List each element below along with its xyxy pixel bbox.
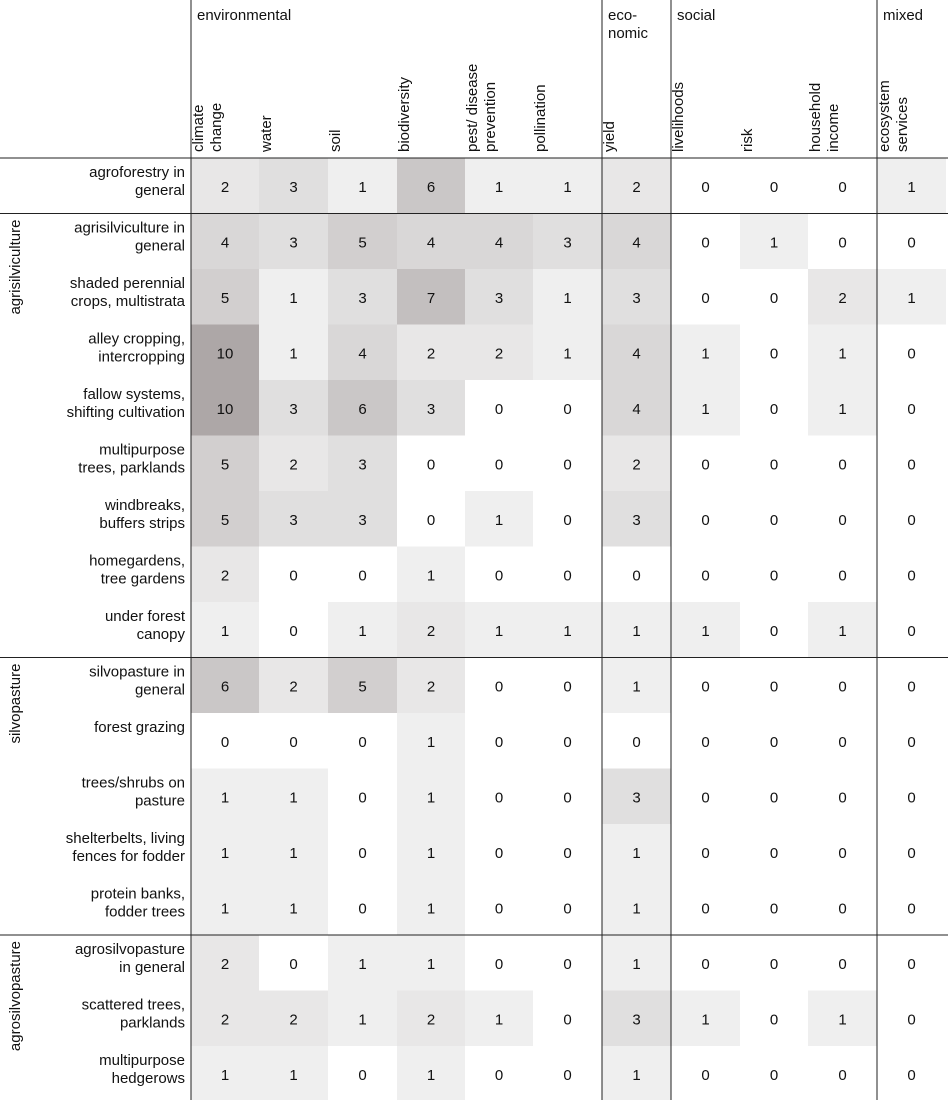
cell-value-label: 1 (563, 289, 572, 307)
cell-value-label: 0 (907, 733, 916, 751)
cell-value-label: 0 (358, 900, 367, 918)
cell-value-label: 4 (426, 234, 436, 252)
svg-text:income: income (825, 103, 842, 152)
cell-value-label: 0 (632, 733, 641, 751)
cell-value-label: 0 (563, 733, 572, 751)
cell-value-label: 3 (358, 289, 367, 307)
cell-value-label: 1 (769, 234, 779, 252)
cell-value-label: 0 (701, 955, 710, 973)
svg-text:services: services (894, 96, 911, 152)
cell-value-label: 0 (701, 789, 710, 807)
svg-text:household: household (807, 82, 824, 152)
cell-value-label: 4 (220, 234, 230, 252)
cell-value-label: 0 (769, 178, 779, 196)
cell-value-label: 1 (632, 1066, 641, 1084)
cell-value-label: 1 (632, 678, 641, 696)
cell-value-label: 1 (358, 622, 367, 640)
cell-value-label: 3 (358, 456, 367, 474)
row-label-agroforestry-in-general: agroforestry in general (89, 164, 185, 199)
column-group-label-environmental: environmental (197, 7, 292, 24)
cell-value-label: 1 (426, 955, 436, 973)
cell-value-label: 0 (769, 511, 779, 529)
svg-text:ecosystem: ecosystem (876, 80, 893, 152)
row-label-multipurpose-hedgerows: multipurpose hedgerows (99, 1052, 185, 1087)
cell-value-label: 2 (220, 1011, 230, 1029)
row-label-multipurpose-trees-parklands: multipurpose trees, parklands (78, 441, 185, 477)
cell-value-label: 0 (769, 955, 779, 973)
cell-value-label: 0 (563, 1011, 572, 1029)
cell-value-label: 2 (426, 1011, 436, 1029)
row-label-agrisilviculture-in-general: agrisilviculture in general (74, 219, 185, 255)
cell-value-label: 2 (632, 178, 641, 196)
cell-value-label: 1 (289, 900, 298, 918)
row-group-label-agrisilviculture: agrisilviculture (7, 219, 24, 315)
row-label-protein-banks-fodder-trees: protein banks, fodder trees (90, 885, 185, 921)
column-label-ecosystem-services (876, 80, 911, 152)
cell-value-label: 4 (632, 345, 641, 363)
cell-value-label: 1 (494, 511, 504, 529)
column-label-yield (601, 121, 618, 152)
column-label-biodiversity (396, 76, 413, 152)
cell-value-label: 0 (358, 1066, 367, 1084)
row-label-forest-grazing: forest grazing (94, 719, 185, 736)
row-label-scattered-trees-parklands: scattered trees, parklands (81, 996, 185, 1032)
cell-value-label: 0 (769, 733, 779, 751)
cell-value-label: 1 (563, 178, 572, 196)
row-label-shelterbelts-living-fences-for-fodder: shelterbelts, living fences for fodder (65, 830, 185, 865)
cell-value-label: 0 (769, 1066, 779, 1084)
cell-value-label: 0 (907, 511, 916, 529)
cell-value-label: 0 (907, 345, 916, 363)
row-label-trees-shrubs-on-pasture: trees/shrubs on pasture (81, 774, 185, 810)
column-group-label-eco-nomic: eco-nomic (608, 7, 649, 42)
cell-value-label: 2 (494, 345, 504, 363)
cell-value-label: 0 (632, 567, 641, 585)
cell-value-label: 10 (216, 345, 234, 363)
cell-value-label: 0 (426, 511, 436, 529)
cell-value-label: 2 (289, 1011, 298, 1029)
cell-value-label: 0 (563, 678, 572, 696)
row-label-alley-cropping-intercropping: alley cropping, intercropping (88, 330, 185, 366)
cell-value-label: 0 (907, 844, 916, 862)
cell-value-label: 0 (563, 511, 572, 529)
cell-value-label: 0 (769, 678, 779, 696)
cell-value-label: 0 (563, 1066, 572, 1084)
cell-value-label: 1 (701, 622, 710, 640)
cell-value-label: 0 (701, 289, 710, 307)
column-label-risk (739, 128, 756, 152)
cell-value-label: 0 (563, 955, 572, 973)
cell-value-label: 0 (907, 678, 916, 696)
cell-value-label: 0 (701, 678, 710, 696)
column-label-pollination (532, 84, 549, 152)
cell-value-label: 0 (769, 844, 779, 862)
cell-value-label: 1 (838, 400, 847, 418)
cell-value-label: 2 (220, 178, 230, 196)
cell-value-label: 1 (220, 789, 230, 807)
svg-text:biodiversity: biodiversity (396, 76, 413, 152)
cell-value-label: 3 (632, 1011, 641, 1029)
column-label-livelihoods (670, 82, 687, 152)
cell-value-label: 2 (838, 289, 847, 307)
cell-value-label: 0 (769, 289, 779, 307)
cell-value-label: 0 (289, 622, 298, 640)
cell-value-label: 1 (907, 178, 916, 196)
row-group-label-agrosilvopasture: agrosilvopasture (7, 941, 24, 1052)
cell-value-label: 3 (632, 511, 641, 529)
cell-value-label: 0 (769, 789, 779, 807)
cell-value-label: 0 (701, 900, 710, 918)
cell-value-label: 0 (701, 844, 710, 862)
column-label-soil (327, 129, 344, 152)
cell-value-label: 4 (358, 345, 367, 363)
cell-value-label: 1 (838, 622, 847, 640)
cell-value-label: 0 (494, 1066, 504, 1084)
cell-value-label: 2 (289, 456, 298, 474)
cell-value-label: 1 (494, 622, 504, 640)
cell-value-label: 0 (907, 456, 916, 474)
cell-value-label: 1 (701, 345, 710, 363)
row-label-fallow-systems-shifting-cultivation: fallow systems, shifting cultivation (66, 386, 185, 421)
cell-value-label: 1 (358, 1011, 367, 1029)
cell-value-label: 0 (494, 900, 504, 918)
column-label-household-income (807, 83, 842, 152)
cell-value-label: 3 (289, 234, 298, 252)
row-label-homegardens-tree-gardens: homegardens, tree gardens (89, 552, 185, 588)
cell-value-label: 0 (838, 733, 847, 751)
cell-value-label: 5 (220, 289, 230, 307)
cell-value-label: 2 (220, 567, 230, 585)
column-group-label-mixed: mixed (883, 7, 924, 24)
cell-value-label: 0 (494, 955, 504, 973)
cell-value-label: 1 (426, 900, 436, 918)
cell-value-label: 0 (563, 456, 572, 474)
cell-value-label: 1 (220, 1066, 230, 1084)
cell-value-label: 0 (838, 511, 847, 529)
cell-value-label: 1 (289, 345, 298, 363)
cell-value-label: 0 (563, 567, 572, 585)
cell-value-label: 1 (426, 789, 436, 807)
cell-value-label: 4 (632, 234, 641, 252)
cell-value-label: 3 (289, 178, 298, 196)
cell-value-label: 1 (358, 178, 367, 196)
cell-value-label: 0 (494, 456, 504, 474)
cell-value-label: 0 (769, 345, 779, 363)
cell-value-label: 1 (838, 345, 847, 363)
row-label-silvopasture-in-general: silvopasture in general (89, 663, 185, 699)
cell-value-label: 2 (426, 622, 436, 640)
cell-value-label: 10 (216, 400, 234, 418)
cell-value-label: 0 (358, 733, 367, 751)
svg-text:livelihoods: livelihoods (670, 81, 687, 152)
cell-value-label: 0 (838, 900, 847, 918)
cell-value-label: 0 (838, 178, 847, 196)
cell-value-label: 4 (632, 400, 641, 418)
cell-value-label: 0 (494, 678, 504, 696)
cell-value-label: 2 (426, 678, 436, 696)
cell-value-label: 0 (220, 733, 230, 751)
column-label-pest-disease-prevention (464, 64, 499, 152)
cell-value-label: 1 (563, 345, 572, 363)
cell-value-label: 1 (701, 400, 710, 418)
cell-value-label: 3 (632, 789, 641, 807)
cell-value-label: 0 (701, 178, 710, 196)
cell-value-label: 5 (220, 511, 230, 529)
cell-value-label: 0 (494, 789, 504, 807)
cell-value-label: 1 (289, 844, 298, 862)
cell-value-label: 0 (289, 567, 298, 585)
column-label-water (258, 115, 275, 153)
cell-value-label: 0 (907, 234, 916, 252)
cell-value-label: 0 (769, 900, 779, 918)
cell-value-label: 0 (907, 400, 916, 418)
cell-value-label: 0 (701, 511, 710, 529)
svg-text:risk: risk (739, 128, 756, 152)
cell-value-label: 1 (907, 289, 916, 307)
cell-value-label: 0 (494, 400, 504, 418)
cell-value-label: 0 (907, 1066, 916, 1084)
svg-text:climate: climate (190, 104, 207, 152)
cell-value-label: 0 (563, 789, 572, 807)
cell-value-label: 1 (289, 789, 298, 807)
row-label-shaded-perennial-crops-multistrata: shaded perennial crops, multistrata (69, 275, 185, 310)
cell-value-label: 0 (494, 733, 504, 751)
cell-value-label: 1 (289, 289, 298, 307)
cell-value-label: 0 (907, 900, 916, 918)
cell-value-label: 0 (907, 955, 916, 973)
cell-value-label: 0 (769, 400, 779, 418)
cell-value-label: 0 (769, 567, 779, 585)
cell-value-label: 1 (220, 900, 230, 918)
cell-value-label: 1 (426, 733, 436, 751)
cell-value-label: 1 (632, 622, 641, 640)
cell-value-label: 5 (358, 234, 367, 252)
cell-value-label: 2 (289, 678, 298, 696)
row-label-windbreaks-buffers-strips: windbreaks, buffers strips (99, 497, 185, 532)
cell-value-label: 0 (838, 456, 847, 474)
cell-value-label: 0 (563, 900, 572, 918)
cell-value-label: 1 (426, 844, 436, 862)
cell-value-label: 7 (426, 289, 436, 307)
cell-value-label: 0 (838, 955, 847, 973)
svg-text:soil: soil (327, 129, 344, 152)
cell-value-label: 0 (494, 844, 504, 862)
cell-value-label: 3 (632, 289, 641, 307)
svg-text:prevention: prevention (482, 81, 499, 152)
cell-value-label: 0 (769, 622, 779, 640)
cell-value-label: 0 (701, 234, 710, 252)
cell-value-label: 0 (838, 678, 847, 696)
cell-value-label: 0 (426, 456, 436, 474)
cell-value-label: 0 (701, 1066, 710, 1084)
cell-value-label: 0 (769, 1011, 779, 1029)
cell-value-label: 4 (494, 234, 504, 252)
cell-value-label: 1 (632, 844, 641, 862)
cell-value-label: 0 (838, 844, 847, 862)
cell-value-label: 3 (426, 400, 436, 418)
cell-value-label: 0 (907, 567, 916, 585)
cell-value-label: 1 (426, 567, 436, 585)
row-group-label-silvopasture: silvopasture (7, 663, 24, 744)
cell-value-label: 0 (563, 400, 572, 418)
cell-value-label: 1 (220, 622, 230, 640)
cell-value-label: 0 (358, 567, 367, 585)
column-label-climate-change (190, 103, 225, 152)
cell-value-label: 6 (220, 678, 230, 696)
cell-value-label: 0 (494, 567, 504, 585)
svg-text:pollination: pollination (532, 84, 549, 152)
cell-value-label: 3 (358, 511, 367, 529)
cell-value-label: 0 (701, 456, 710, 474)
cell-value-label: 0 (907, 1011, 916, 1029)
cell-value-label: 0 (907, 789, 916, 807)
cell-value-label: 1 (426, 1066, 436, 1084)
cell-value-label: 3 (289, 511, 298, 529)
svg-text:yield: yield (601, 121, 618, 152)
cell-value-label: 0 (838, 234, 847, 252)
cell-value-label: 3 (563, 234, 572, 252)
column-group-label-social: social (677, 7, 716, 24)
cell-value-label: 2 (632, 456, 641, 474)
cell-value-label: 0 (838, 1066, 847, 1084)
cell-value-label: 1 (632, 955, 641, 973)
cell-value-label: 6 (358, 400, 367, 418)
svg-text:water: water (258, 115, 275, 152)
cell-value-label: 0 (838, 567, 847, 585)
cell-value-label: 0 (838, 789, 847, 807)
cell-value-label: 0 (358, 789, 367, 807)
cell-value-label: 6 (426, 178, 436, 196)
row-label-agrosilvopasture-in-general: agrosilvopasture in general (74, 941, 185, 976)
cell-value-label: 0 (701, 733, 710, 751)
cell-value-label: 1 (494, 178, 504, 196)
cell-value-label: 1 (701, 1011, 710, 1029)
svg-text:pest/ disease: pest/ disease (464, 63, 481, 152)
cell-value-label: 0 (769, 456, 779, 474)
cell-value-label: 0 (563, 844, 572, 862)
cell-value-label: 1 (494, 1011, 504, 1029)
cell-value-label: 5 (220, 456, 230, 474)
cell-value-label: 1 (838, 1011, 847, 1029)
cell-value-label: 0 (907, 622, 916, 640)
cell-value-label: 2 (220, 955, 230, 973)
cell-value-label: 0 (289, 955, 298, 973)
cell-value-label: 1 (563, 622, 572, 640)
row-label-under-forest-canopy: under forest canopy (104, 608, 185, 643)
cell-value-label: 1 (289, 1066, 298, 1084)
cell-value-label: 3 (289, 400, 298, 418)
cell-value-label: 0 (289, 733, 298, 751)
cell-value-label: 1 (358, 955, 367, 973)
cell-value-label: 1 (632, 900, 641, 918)
svg-text:change: change (208, 102, 225, 152)
cell-value-label: 5 (358, 678, 367, 696)
cell-value-label: 0 (358, 844, 367, 862)
cell-value-label: 1 (220, 844, 230, 862)
cell-value-label: 0 (701, 567, 710, 585)
cell-value-label: 3 (494, 289, 504, 307)
cell-value-label: 2 (426, 345, 436, 363)
